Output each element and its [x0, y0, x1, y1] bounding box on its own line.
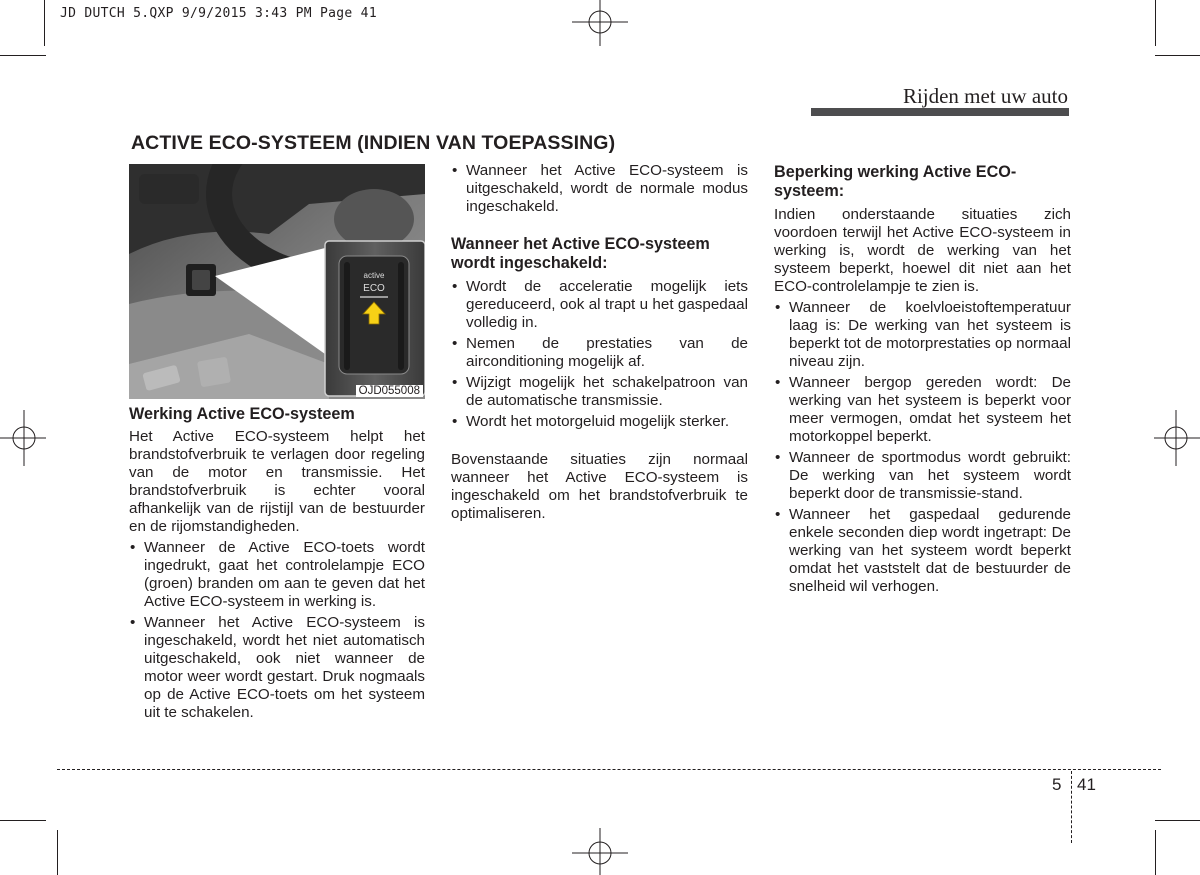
- print-slug: JD DUTCH 5.QXP 9/9/2015 3:43 PM Page 41: [60, 6, 377, 21]
- crop-mark-top-left-h: [0, 55, 46, 56]
- col1-heading: Werking Active ECO-systeem: [129, 405, 355, 423]
- button-label-active: active: [363, 271, 385, 280]
- crop-mark-top-right-h: [1155, 55, 1200, 56]
- col3-heading: Beperking werking Active ECO-systeem:: [774, 163, 1017, 200]
- list-item: • Wanneer bergop gereden wordt: De werking van het systeem is beperkt voor meer vermogen, omdat het systeem het motorkoppel beperkt.: [774, 374, 1071, 446]
- col3-intro: Indien onderstaande situaties zich voordoen terwijl het Active ECO-systeem in werking is, wordt de werking van het systeem beperkt, hoewel dit niet aan het ECO-controlelampje te zien is.: [774, 206, 1071, 295]
- registration-mark-top: [572, 0, 628, 48]
- col2-closing: Bovenstaande situaties zijn normaal wanneer het Active ECO-systeem is ingeschakeld om het brandstofverbruik te optimaliseren.: [451, 451, 748, 522]
- crop-mark-bottom-right-v: [1155, 830, 1156, 875]
- list-item: • Wanneer het Active ECO-systeem is uitgeschakeld, wordt de normale modus ingeschakeld.: [451, 162, 748, 216]
- col2-heading: Wanneer het Active ECO-systeem wordt ingeschakeld:: [451, 235, 710, 272]
- crop-mark-top-left-v: [44, 0, 45, 46]
- col1-bullet-list: [129, 539, 425, 722]
- crop-mark-top-right-v: [1155, 0, 1156, 46]
- column-3: [774, 163, 1071, 599]
- page-number: 41: [1077, 775, 1096, 794]
- crop-mark-bottom-left-h: [0, 820, 46, 821]
- list-item: • Nemen de prestaties van de airconditioning mogelijk af.: [451, 335, 748, 371]
- crop-mark-bottom-left-v: [57, 830, 58, 875]
- button-label-eco: ECO: [363, 283, 385, 294]
- section-title: ACTIVE ECO-SYSTEEM (INDIEN VAN TOEPASSING): [131, 132, 616, 154]
- crop-mark-bottom-right-h: [1155, 820, 1200, 821]
- registration-mark-bottom: [572, 828, 628, 875]
- column-1: [129, 405, 425, 725]
- dashboard-figure: [129, 164, 425, 399]
- footer-dashed-rule: [57, 769, 1161, 770]
- list-item: • Wordt het motorgeluid mogelijk sterker.: [451, 413, 748, 431]
- chapter-number: 5: [1052, 775, 1062, 794]
- list-item: • Wanneer de Active ECO-toets wordt ingedrukt, gaat het controlelampje ECO (groen) branden om aan te geven dat het Active ECO-systeem in werking is.: [129, 539, 425, 611]
- header-rule: [811, 108, 1069, 116]
- page-number-divider: [1071, 771, 1072, 843]
- col3-bullet-list: [774, 299, 1071, 596]
- column-2: [451, 162, 748, 523]
- list-item: • Wanneer het Active ECO-systeem is ingeschakeld, wordt het niet automatisch uitgeschakeld, ook niet wanneer de motor weer wordt gestart. Druk nogmaals op de Active ECO-toets om het systeem uit te schakelen.: [129, 614, 425, 722]
- figure-code: OJD055008: [356, 385, 423, 397]
- list-item: • Wanneer de koelvloeistoftemperatuur laag is: De werking van het systeem is beperkt tot de motorprestaties op normaal niveau zijn.: [774, 299, 1071, 371]
- running-head: Rijden met uw auto: [902, 84, 1068, 108]
- registration-mark-left: [0, 410, 46, 466]
- list-item: • Wordt de acceleratie mogelijk iets gereduceerd, ook al trapt u het gaspedaal volledig in.: [451, 278, 748, 332]
- list-item: • Wanneer het gaspedaal gedurende enkele seconden diep wordt ingetrapt: De werking van het systeem wordt beperkt omdat het vaststelt dat de bestuurder de snelheid wil verhogen.: [774, 506, 1071, 596]
- col2-bullet-list: [451, 278, 748, 431]
- list-item: • Wijzigt mogelijk het schakelpatroon van de automatische transmissie.: [451, 374, 748, 410]
- col1-intro: Het Active ECO-systeem helpt het brandstofverbruik te verlagen door regeling van de motor en transmissie. Het brandstofverbruik is echter vooral afhankelijk van de rijstijl van de bestuurder en de rijomstandigheden.: [129, 428, 425, 535]
- dashboard-illustration: [129, 164, 425, 399]
- list-item: • Wanneer de sportmodus wordt gebruikt: De werking van het systeem wordt beperkt door de transmissie-stand.: [774, 449, 1071, 503]
- registration-mark-right: [1154, 410, 1200, 466]
- col2-top-list: [451, 162, 748, 216]
